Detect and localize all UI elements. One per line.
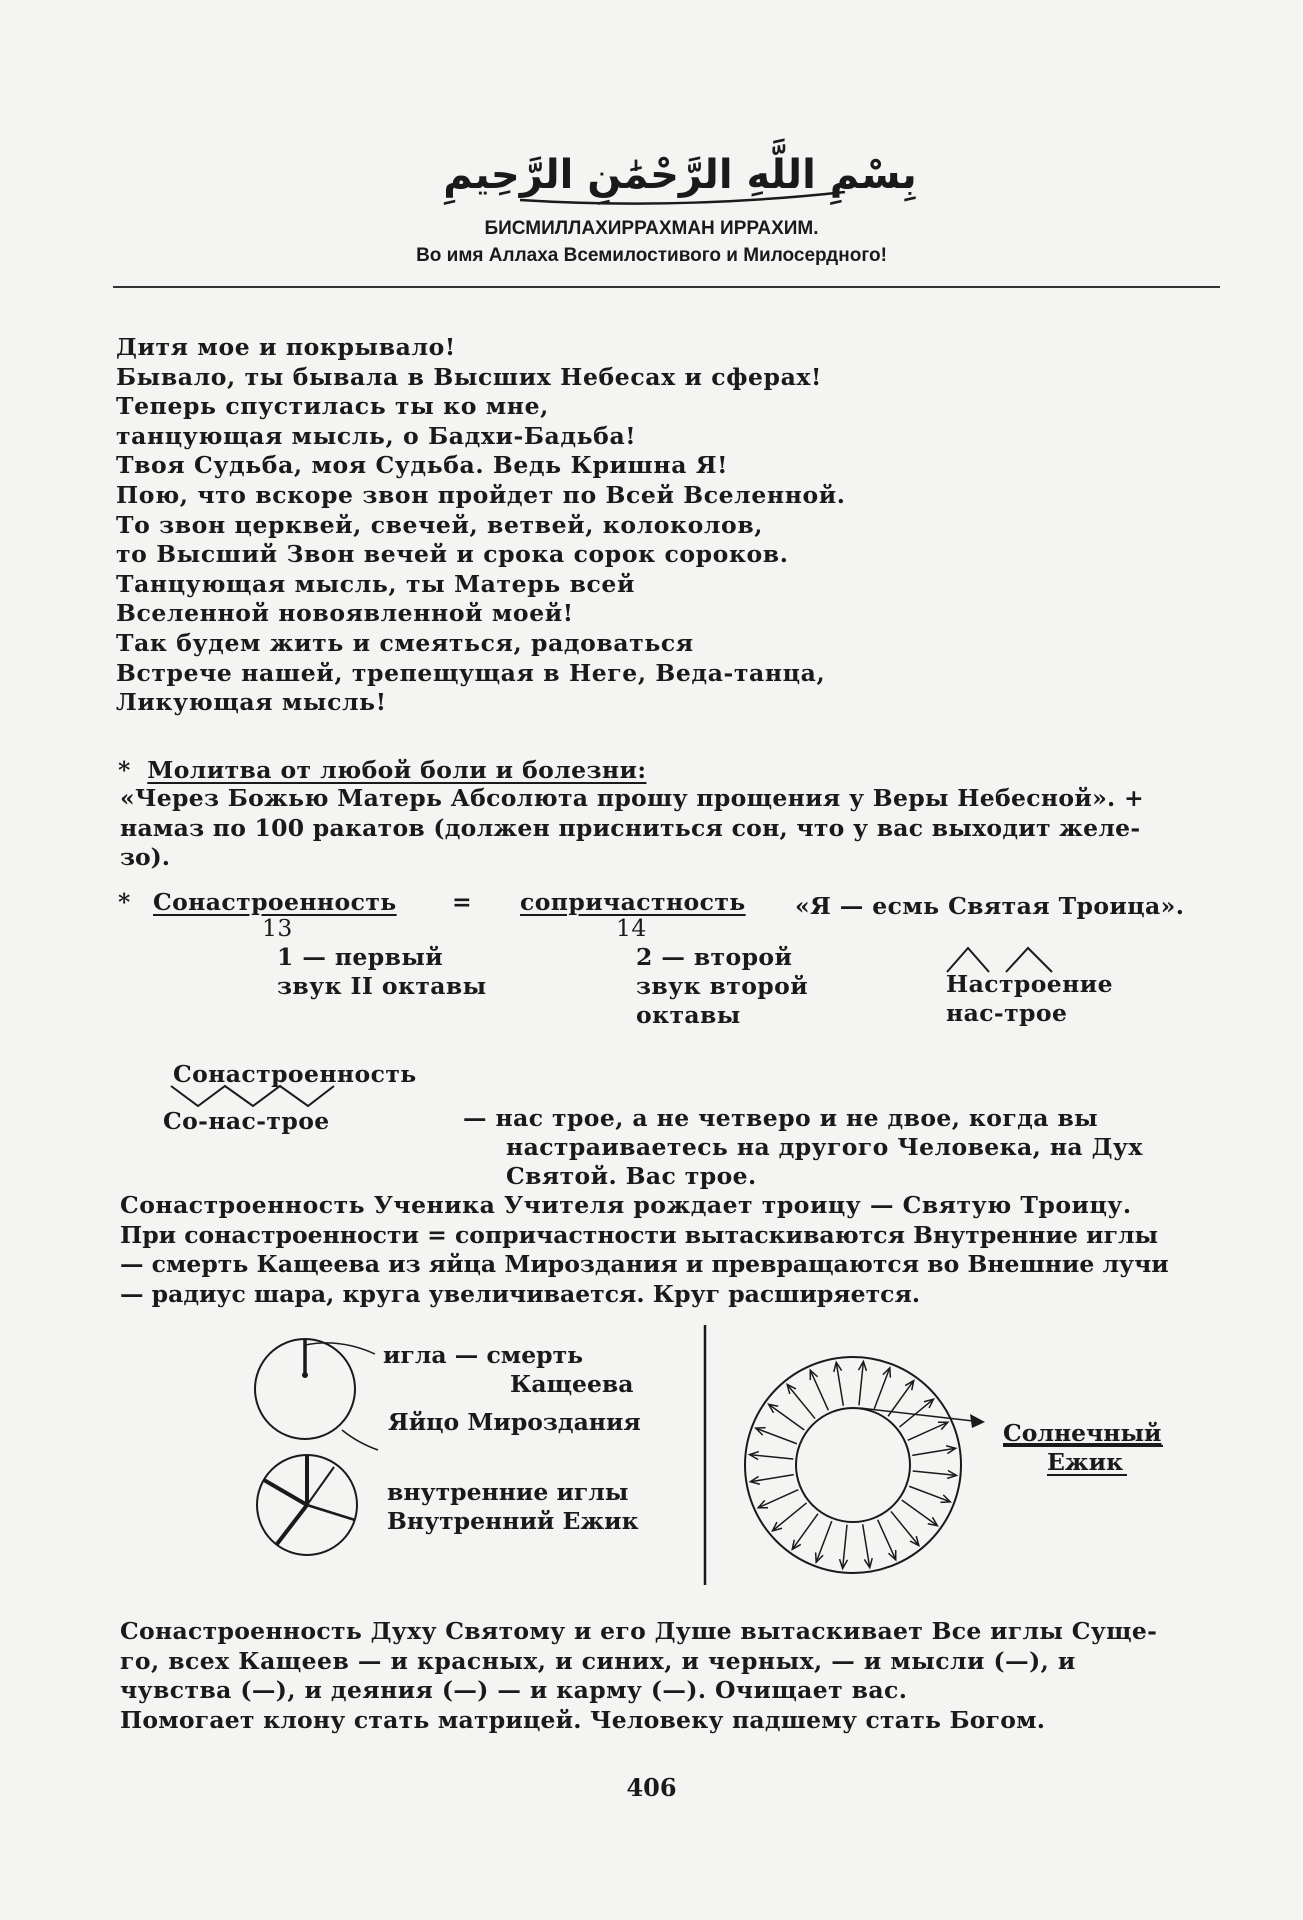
bismillah-calligraphy xyxy=(443,130,917,215)
poem xyxy=(116,333,846,718)
paragraph-2-line: Помогает клону стать матрицей. Человеку падшему стать Богом. xyxy=(120,1705,1046,1734)
sun-ray xyxy=(816,1521,832,1562)
poem-line: танцующая мысль, о Бадхи-Бадьба! xyxy=(116,421,637,450)
sun-ray xyxy=(902,1500,938,1526)
poem-line: То звон церквей, свечей, ветвей, колоколов, xyxy=(116,510,764,539)
paragraph-2-line: чувства (—), и деяния (—) — и карму (—). Очищает вас. xyxy=(120,1676,908,1704)
sun-ray xyxy=(891,1511,919,1545)
equation-equals: = xyxy=(452,888,473,916)
solar-hedgehog xyxy=(745,1357,985,1573)
poem-line: Вселенной новоявленной моей! xyxy=(116,599,574,628)
prayer-heading xyxy=(118,756,646,784)
poem-line: Ликующая мысль! xyxy=(116,688,387,717)
sun-ray xyxy=(874,1368,890,1409)
sun-ray xyxy=(787,1384,815,1418)
needle-label-2: Кащеева xyxy=(510,1370,634,1398)
right-desc-line: звук второй xyxy=(636,972,809,1000)
equation-quote: «Я — есмь Святая Троица». xyxy=(795,892,1185,920)
sonastr-expl-line: настраиваетесь на другого Человека, на Дух xyxy=(506,1133,1143,1161)
paragraph-2-line: Сонастроенность Духу Святому и его Душе вытаскивает Все иглы Суще- xyxy=(120,1617,1158,1645)
sonastr-word: Сонастроенность xyxy=(173,1060,417,1088)
paragraph-1-line: — смерть Кащеева из яйца Мироздания и превращаются во Внешние лучи xyxy=(120,1250,1169,1278)
sonastr-expl-line: — нас трое, а не четверо и не двое, когда вы xyxy=(463,1104,1099,1132)
poem-line: Так будем жить и смеяться, радоваться xyxy=(116,628,694,657)
sun-ray xyxy=(908,1422,948,1440)
equation-left-number: 13 xyxy=(262,914,293,942)
header-divider xyxy=(113,286,1220,288)
sonastr-expl-line: Святой. Вас трое. xyxy=(506,1162,757,1190)
sun-ray xyxy=(878,1520,896,1560)
poem-line: Встрече нашей, трепещущая в Неге, Веда-танца, xyxy=(116,658,826,687)
egg-label: Яйцо Мироздания xyxy=(388,1408,641,1436)
poem-line: то Высший Звон вечей и срока сорок сороков. xyxy=(116,540,789,569)
prayer-line: зо). xyxy=(120,843,170,871)
bismillah-arabic-text: بِسْمِ اللَّهِ الرَّحْمَٰنِ الرَّحِيمِ xyxy=(443,152,917,198)
left-description xyxy=(277,943,487,1001)
mood-split: нас-трое xyxy=(946,999,1068,1027)
sonastr-explanation xyxy=(463,1104,1143,1191)
paragraph-2 xyxy=(120,1617,1220,1735)
poem-line: Теперь спустилась ты ко мне, xyxy=(116,392,549,421)
paragraph-1-line: Сонастроенность Ученика Учителя рождает троицу — Святую Троицу. xyxy=(120,1191,1132,1219)
egg-circle-with-needle xyxy=(255,1339,378,1450)
sun-ray xyxy=(772,1503,806,1531)
equation-star: * xyxy=(118,888,131,916)
paragraph-1 xyxy=(120,1191,1220,1309)
sun-ray xyxy=(769,1404,805,1430)
prayer-star: * xyxy=(118,756,131,784)
poem-line: Танцующая мысль, ты Матерь всей xyxy=(116,569,636,598)
inner-hedgehog-label: Внутренний Ежик xyxy=(387,1507,639,1535)
poem-line: Бывало, ты бывала в Высших Небесах и сферах! xyxy=(116,362,822,391)
solar-hedgehog-label-2: Ежик xyxy=(1047,1448,1124,1476)
paragraph-1-line: При сонастроенности = сопричастности вытаскиваются Внутренние иглы xyxy=(120,1220,1159,1249)
sonastr-arcs xyxy=(168,1082,338,1110)
left-desc-line: звук II октавы xyxy=(277,972,487,1000)
sun-ray xyxy=(792,1514,818,1550)
right-desc-line: 2 — второй xyxy=(636,943,793,971)
sun-ray xyxy=(888,1381,914,1417)
paragraph-2-line: го, всех Кащеев — и красных, и синих, и черных, — и мысли (—), и xyxy=(120,1646,1076,1675)
kashchey-diagram xyxy=(0,1300,1303,1600)
equation-left-word: Сонастроенность xyxy=(153,888,397,916)
right-desc-line: октавы xyxy=(636,1001,741,1029)
header-title: БИСМИЛЛАХИРРАХМАН ИРРАХИМ. xyxy=(484,218,819,239)
equation-right-number: 14 xyxy=(616,914,647,942)
left-desc-line: 1 — первый xyxy=(277,943,444,971)
sun-ray xyxy=(909,1486,950,1502)
solar-hedgehog-label-1: Солнечный xyxy=(1003,1419,1162,1447)
prayer-title: Молитва от любой боли и болезни: xyxy=(147,756,647,784)
needle-label-1: игла — смерть xyxy=(383,1341,584,1369)
sun-ray xyxy=(756,1428,797,1444)
poem-line: Твоя Судьба, моя Судьба. Ведь Кришна Я! xyxy=(116,451,729,480)
equation-right-word: сопричастность xyxy=(520,888,746,916)
sonastr-split: Со-нас-трое xyxy=(163,1107,330,1135)
poem-line: Дитя мое и покрывало! xyxy=(116,333,456,361)
prayer-text xyxy=(120,784,1220,873)
prayer-line: «Через Божью Матерь Абсолюта прошу прощения у Веры Небесной». + xyxy=(120,784,1145,812)
sun-ray xyxy=(810,1370,828,1410)
header-subtitle: Во имя Аллаха Всемилостивого и Милосердного! xyxy=(416,245,887,266)
right-description xyxy=(636,943,808,1030)
prayer-line: намаз по 100 ракатов (должен присниться сон, что у вас выходит желе- xyxy=(120,813,1141,842)
poem-line: Пою, что вскоре звон пройдет по Всей Вселенной. xyxy=(116,480,846,509)
inner-needles-label: внутренние иглы xyxy=(387,1478,629,1506)
paragraph-1-line: — радиус шара, круга увеличивается. Круг расширяется. xyxy=(120,1279,921,1308)
sun-ray xyxy=(758,1490,798,1508)
mood-word: Настроение xyxy=(946,970,1113,998)
inner-needles-circle xyxy=(257,1455,357,1555)
page-number: 406 xyxy=(626,1773,677,1802)
